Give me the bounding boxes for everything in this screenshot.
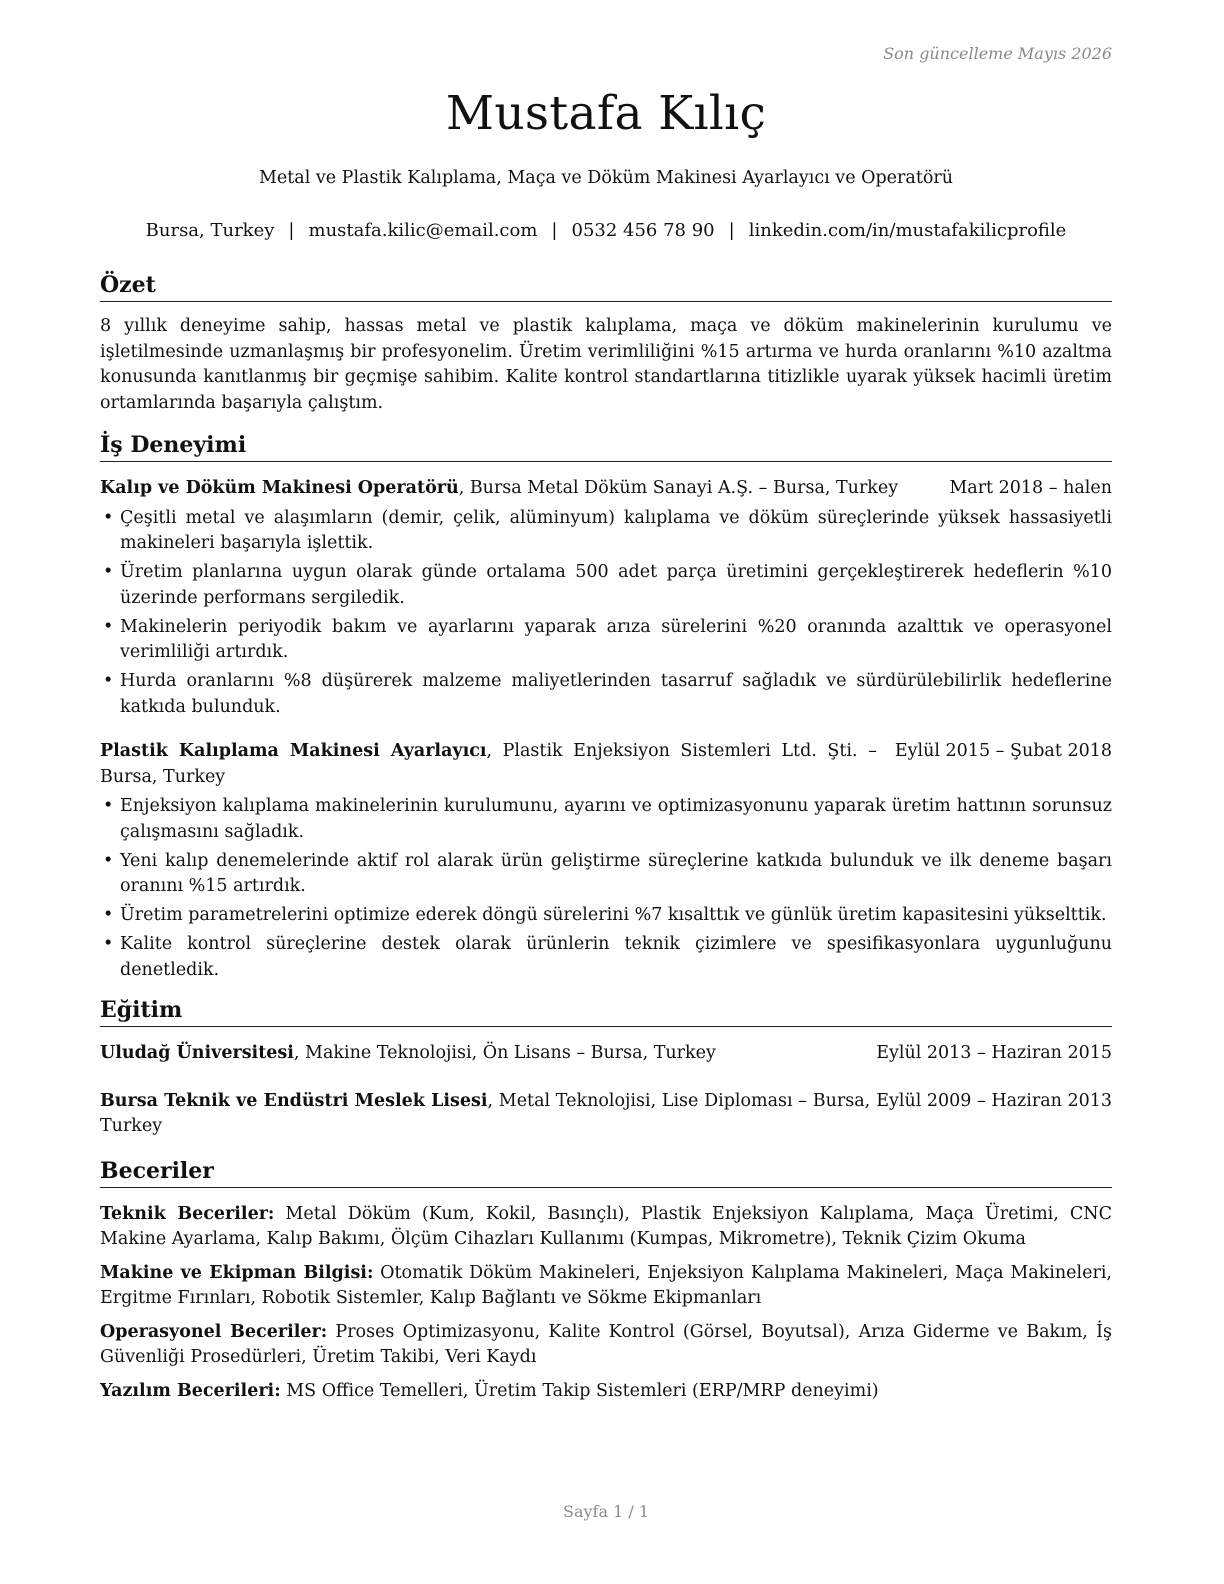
bullet-text: Makinelerin periyodik bakım ve ayarlarını yaparak arıza sürelerini %20 oranında azalttık ve operasyonel verimliliği artırdık. (120, 616, 1112, 662)
education-entry (100, 1089, 1112, 1140)
skill-text: Proses Optimizasyonu, Kalite Kontrol (Görsel, Boyutsal), Arıza Giderme ve Bakım, İş Güvenliği Prosedürleri, Üretim Takibi, Veri Kaydı (100, 1321, 1112, 1367)
list-item (100, 506, 1112, 557)
bullet-text: Enjeksiyon kalıplama makinelerinin kurulumunu, ayarını ve optimizasyonunu yaparak üretim hattının sorunsuz çalışmasını sağladık. (120, 796, 1112, 842)
job-dates: Eylül 2015 – Şubat 2018 (894, 741, 1112, 761)
job-bullets (100, 794, 1112, 983)
contact-phone: 0532 456 78 90 (571, 220, 715, 241)
job-bullets (100, 506, 1112, 721)
bullet-icon: • (103, 934, 114, 954)
bullet-icon: • (103, 796, 114, 816)
contact-linkedin[interactable]: linkedin.com/in/mustafakilicprofile (748, 220, 1067, 241)
job-header (100, 476, 1112, 502)
job-title-line (100, 739, 895, 790)
education-title-line (100, 1089, 876, 1140)
bullet-icon: • (103, 671, 114, 691)
bullet-icon: • (103, 616, 114, 637)
education-detail: , Makine Teknolojisi, Ön Lisans – Bursa, Turkey (293, 1043, 716, 1063)
skill-text: Otomatik Döküm Makineleri, Enjeksiyon Kalıplama Makineleri, Maça Makineleri, Ergitme Fırınları, Robotik Sistemler, Kalıp Bağlantı ve Sökme Ekipmanları (100, 1262, 1112, 1308)
section-title-experience: İş Deneyimi (100, 430, 1112, 462)
bullet-text: Çeşitli metal ve alaşımların (demir, çelik, alüminyum) kalıplama ve döküm süreçlerinde yüksek hassasiyetli makineleri başarıyla işlettik. (120, 507, 1112, 553)
section-title-skills: Beceriler (100, 1156, 1112, 1188)
last-updated-note: Son güncelleme Mayıs 2026 (883, 44, 1112, 63)
job-role: Plastik Kalıplama Makinesi Ayarlayıcı (100, 741, 487, 761)
bullet-icon: • (103, 850, 114, 871)
education-school: Bursa Teknik ve Endüstri Meslek Lisesi (100, 1090, 488, 1111)
education-detail: , Metal Teknolojisi, Lise Diploması – Bursa, Turkey (100, 1090, 871, 1136)
section-title-education: Eğitim (100, 995, 1112, 1027)
education-title-line (100, 1041, 876, 1067)
skill-group (100, 1261, 1112, 1312)
skill-label: Teknik Beceriler: (100, 1203, 275, 1224)
contact-line (100, 220, 1112, 241)
skill-group (100, 1379, 1112, 1405)
skill-label: Yazılım Becerileri: (100, 1380, 281, 1401)
skill-group (100, 1202, 1112, 1253)
list-item (100, 669, 1112, 720)
bullet-text: Hurda oranlarını %8 düşürerek malzeme maliyetlerinden tasarruf sağladık ve sürdürülebilirlik hedeflerine katkıda bulunduk. (120, 671, 1112, 717)
page-number: Sayfa 1 / 1 (562, 1502, 649, 1521)
list-item (100, 932, 1112, 983)
bullet-icon: • (103, 562, 114, 582)
job-header (100, 739, 1112, 790)
skill-text: MS Office Temelleri, Üretim Takip Sistemleri (ERP/MRP deneyimi) (280, 1380, 879, 1401)
job-title-line (100, 476, 949, 502)
list-item (100, 560, 1112, 611)
resume-content (100, 270, 1112, 1404)
contact-location: Bursa, Turkey (145, 220, 275, 241)
section-title-summary: Özet (100, 270, 1112, 302)
education-school: Uludağ Üniversitesi (100, 1043, 294, 1063)
candidate-name: Mustafa Kılıç (445, 86, 767, 141)
contact-separator: | (728, 220, 735, 241)
list-item (100, 794, 1112, 845)
bullet-text: Üretim planlarına uygun olarak günde ortalama 500 adet parça üretimini gerçekleştirerek hedeflerin %10 üzerinde performans sergiledik. (120, 562, 1112, 608)
contact-separator: | (288, 220, 295, 241)
bullet-text: Üretim parametrelerini optimize ederek döngü sürelerini %7 kısalttık ve günlük üretim kapasitesini yükselttik. (120, 905, 1107, 925)
bullet-icon: • (103, 905, 114, 925)
job-role: Kalıp ve Döküm Makinesi Operatörü (100, 478, 459, 498)
list-item (100, 903, 1112, 929)
skill-text: Metal Döküm (Kum, Kokil, Basınçlı), Plastik Enjeksiyon Kalıplama, Maça Üretimi, CNC Makine Ayarlama, Kalıp Bakımı, Ölçüm Cihazları Kullanımı (Kumpas, Mikrometre), Teknik Çizim Okuma (100, 1203, 1112, 1249)
bullet-icon: • (103, 507, 114, 528)
job-company: , Plastik Enjeksiyon Sistemleri Ltd. Şti. – Bursa, Turkey (100, 741, 877, 787)
contact-separator: | (551, 220, 558, 241)
skill-label: Makine ve Ekipman Bilgisi: (100, 1262, 374, 1283)
list-item (100, 849, 1112, 900)
job-dates: Mart 2018 – halen (949, 478, 1112, 498)
resume-page (100, 0, 1112, 1584)
contact-email[interactable]: mustafa.kilic@email.com (308, 220, 538, 241)
education-entry (100, 1041, 1112, 1067)
summary-text: 8 yıllık deneyime sahip, hassas metal ve plastik kalıplama, maça ve döküm makinelerinin kurulumu ve işletilmesinde uzmanlaşmış bir profesyonelim. Üretim verimliliğini %15 artırma ve hurda oranlarını %10 azaltma konusunda kanıtlanmış bir geçmişe sahibim. Kalite kontrol standartlarına titizlikle uyarak yüksek hacimli üretim ortamlarında başarıyla çalıştım. (100, 316, 1112, 413)
skill-group (100, 1320, 1112, 1371)
list-item (100, 615, 1112, 666)
bullet-text: Yeni kalıp denemelerinde aktif rol alarak ürün geliştirme süreçlerine katkıda bulunduk ve ilk deneme başarı oranını %15 artırdık. (120, 850, 1112, 896)
candidate-headline: Metal ve Plastik Kalıplama, Maça ve Döküm Makinesi Ayarlayıcı ve Operatörü (258, 168, 954, 188)
education-dates: Eylül 2013 – Haziran 2015 (876, 1043, 1112, 1063)
education-dates: Eylül 2009 – Haziran 2013 (876, 1090, 1112, 1111)
bullet-text: Kalite kontrol süreçlerine destek olarak ürünlerin teknik çizimlere ve spesifikasyonlara uygunluğunu denetledik. (120, 934, 1112, 980)
skill-label: Operasyonel Beceriler: (100, 1321, 328, 1342)
job-company: , Bursa Metal Döküm Sanayi A.Ş. – Bursa, Turkey (458, 478, 899, 498)
